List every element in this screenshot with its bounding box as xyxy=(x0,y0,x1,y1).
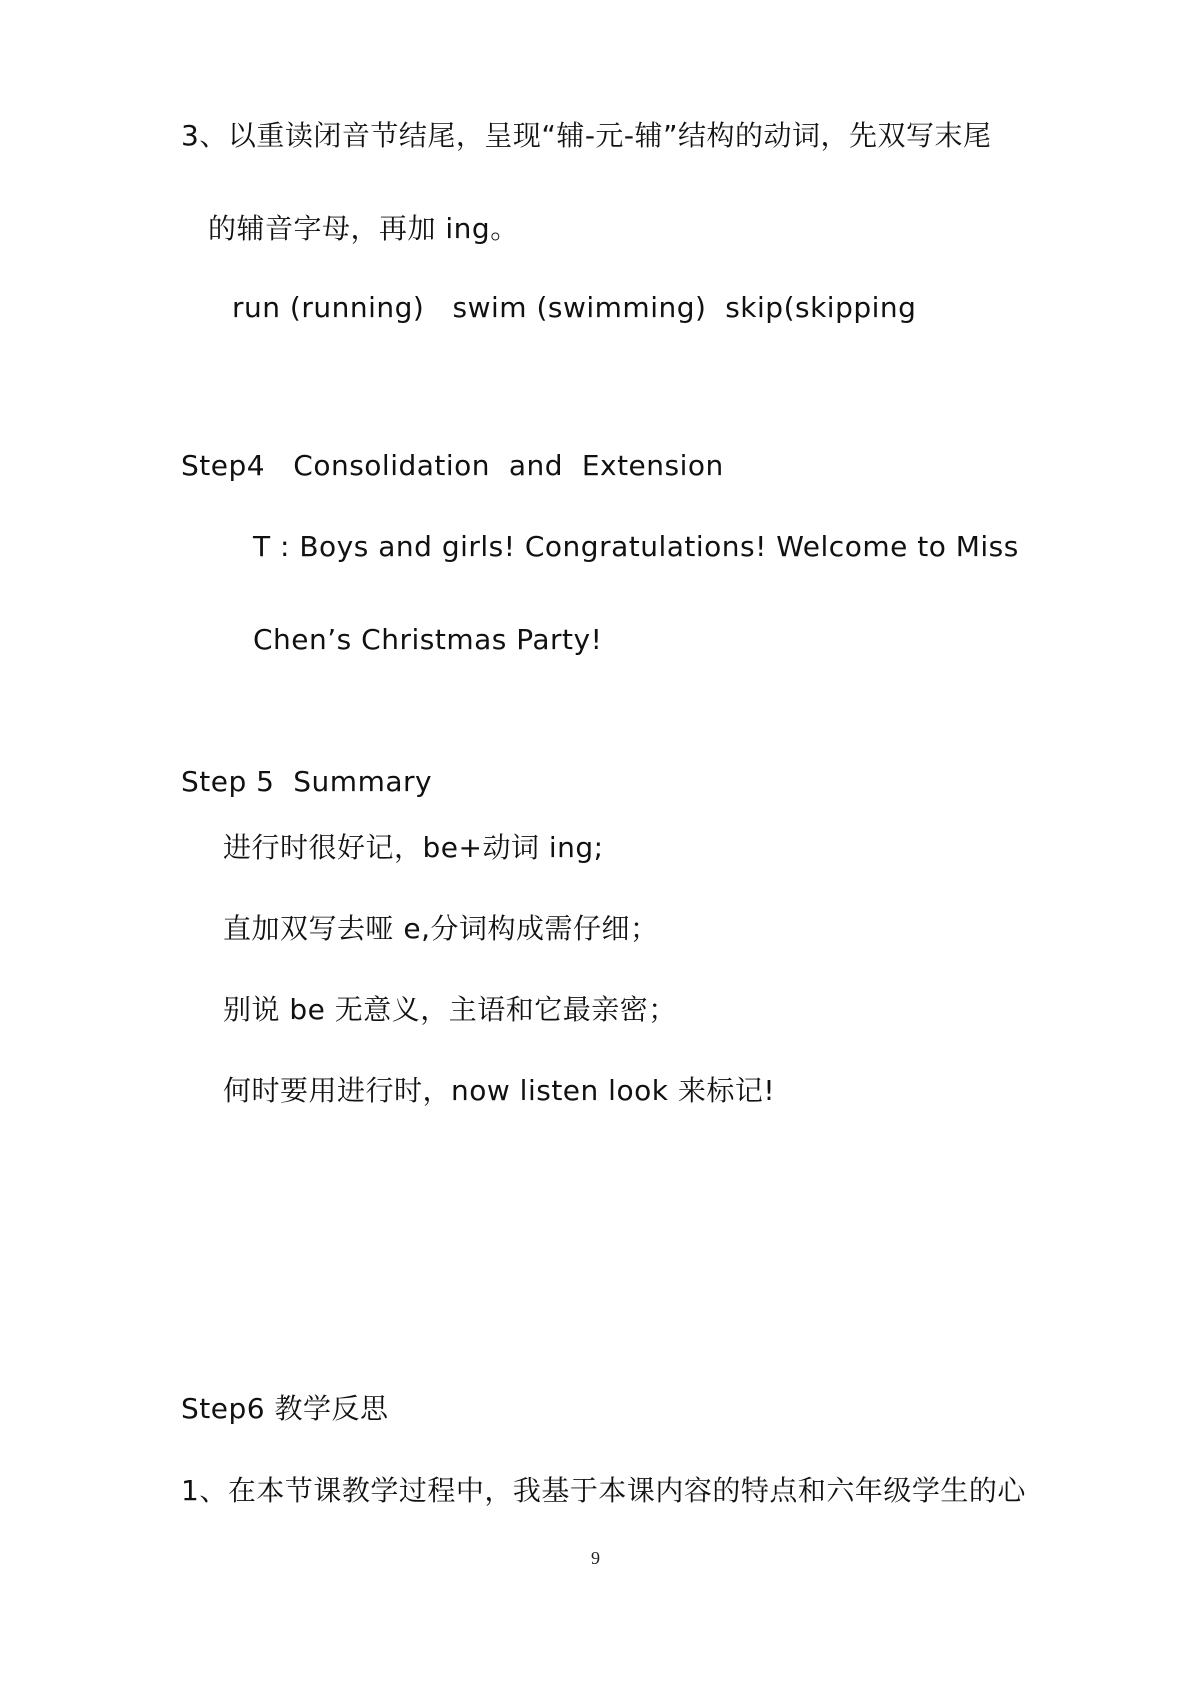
rule-3-line-2: 的辅音字母，再加 ing。 xyxy=(208,212,519,245)
summary-line-1: 进行时很好记，be+动词 ing; xyxy=(223,831,604,864)
step5-heading: Step 5 Summary xyxy=(181,765,433,798)
summary-line-4: 何时要用进行时，now listen look 来标记! xyxy=(223,1074,776,1107)
rule-3-line-1: 3、以重读闭音节结尾，呈现“辅-元-辅”结构的动词，先双写末尾 xyxy=(181,119,992,152)
teacher-line-2: Chen’s Christmas Party! xyxy=(253,623,603,656)
reflection-line-1: 1、在本节课教学过程中，我基于本课内容的特点和六年级学生的心 xyxy=(181,1474,1026,1507)
summary-line-3: 别说 be 无意义，主语和它最亲密； xyxy=(223,993,677,1026)
page-number: 9 xyxy=(591,1548,600,1568)
examples-line: run (running) swim (swimming) skip(skipping xyxy=(232,291,917,324)
step6-heading: Step6 教学反思 xyxy=(181,1392,389,1425)
summary-line-2: 直加双写去哑 e,分词构成需仔细； xyxy=(223,912,659,945)
teacher-line-1: T : Boys and girls! Congratulations! Welcome to Miss xyxy=(253,530,1019,563)
step4-heading: Step4 Consolidation and Extension xyxy=(181,449,724,482)
